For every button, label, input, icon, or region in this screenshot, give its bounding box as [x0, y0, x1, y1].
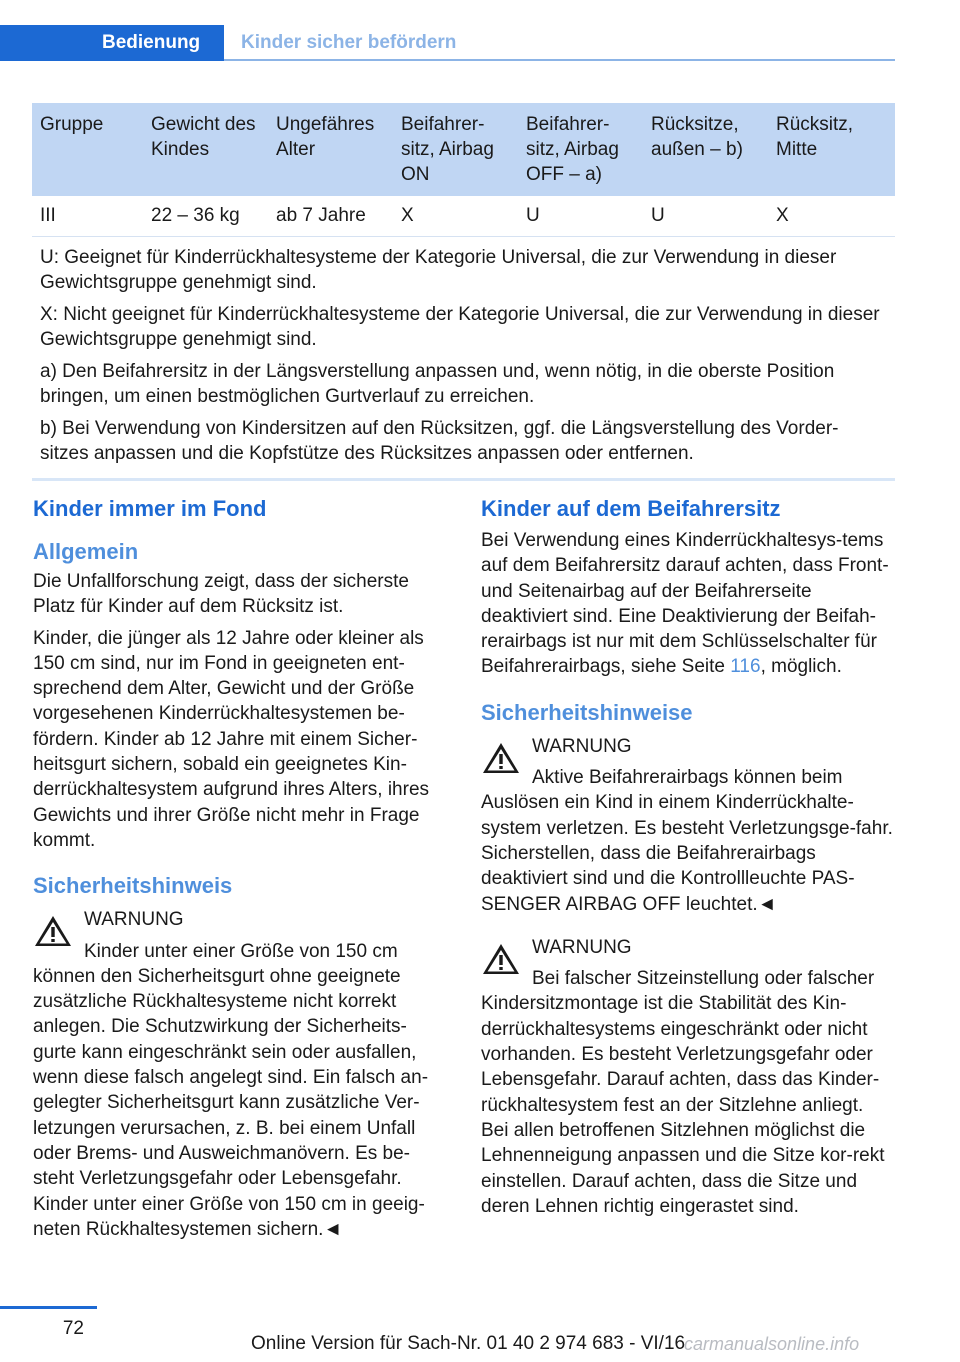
- heading-kinder-im-fond: Kinder immer im Fond: [33, 496, 267, 521]
- column-header-passenger-airbag-on: Beifahrer-sitz, Airbag ON: [393, 103, 518, 196]
- table-notes-row: [32, 236, 895, 479]
- table-header-row: [32, 103, 895, 196]
- note-b: b) Bei Verwendung von Kindersitzen auf den Rücksitzen, ggf. die Längsverstellung des Vorder-sitzes anpassen und die Kopfstütze des Rücksitzes anpassen oder entfernen.: [40, 417, 839, 464]
- column-header-group: Gruppe: [32, 103, 143, 196]
- warning-text: Kinder unter einer Größe von 150 cm können den Sicherheitsgurt ohne geeignete zusätzliche Rückhaltesysteme nicht korrekt anlegen. Die Schutzwirkung der Sicherheits-gurte kann eingeschränkt sein oder ausfallen, wenn diese falsch angelegt sind. Ein falsch an-gelegter Sicherheitsgurt kann zusätzliche Ver-letzungen verursachen, z. B. bei einem Unfall oder Brems- und Ausweichmanövern. Es be-steht Verletzungsgefahr oder Lebensgefahr. Kinder unter einer Größe von 150 cm in geeig-neten Rückhaltesystemen sichern.◄: [33, 940, 429, 1240]
- table-cell: X: [393, 196, 518, 236]
- warning-title: WARNUNG: [532, 735, 632, 757]
- warning-text: Aktive Beifahrerairbags können beim Auslösen ein Kind in einem Kinderrückhalte-system verletzen. Es besteht Verletzungsge-fahr. Sicherstellen, dass die Beifahrerairbags deaktiviert sind und die Kontrollleuchte PAS-SENGER AIRBAG OFF leuchtet.◄: [481, 767, 893, 915]
- warning-triangle-icon: [481, 941, 521, 977]
- table-cell: III: [32, 196, 143, 236]
- warning-block: [33, 907, 447, 1242]
- header-bar: [0, 25, 895, 61]
- right-column: [481, 494, 895, 1237]
- watermark: carmanualsonline.info: [684, 1334, 860, 1354]
- table-cell: U: [643, 196, 768, 236]
- chapter-tab[interactable]: Bedienung: [0, 25, 224, 61]
- footer-rule: [0, 1306, 97, 1309]
- paragraph-text-end: , möglich.: [760, 656, 842, 678]
- table-row: [32, 196, 895, 236]
- left-column: [33, 494, 447, 1260]
- warning-block-airbag: [481, 734, 895, 917]
- child-seat-group-table: [32, 103, 895, 481]
- warning-text: Bei falscher Sitzeinstellung oder falscher Kindersitzmontage ist die Stabilität des Kin-derrückhaltesystems eingeschränkt oder nicht vorhanden. Es besteht Verletzungsgefahr oder Lebensgefahr. Darauf achten, dass das Kinder-rückhaltesystem fest an der Sitzlehne anliegt. Bei allen betroffenen Sitzlehnen möglichst die Lehnenneigung anpassen und die Sitze kor-rekt einstellen. Darauf achten, dass die Sitze und deren Lehnen richtig eingerastet sind.: [481, 968, 885, 1217]
- paragraph-text: Bei Verwendung eines Kinderrückhaltesys-tems auf dem Beifahrersitz darauf achten, dass Front- und Seitenairbag auf der Beifahrerseite deaktiviert sind. Eine Deaktivierung der Beifah-rerairbags ist nur mit dem Schlüsselschalter für Beifahrerairbags, siehe Seite: [481, 530, 889, 678]
- paragraph-kinder-fond: Kinder, die jünger als 12 Jahre oder kleiner als 150 cm sind, nur im Fond in geeigneten ent-sprechend dem Alter, Gewicht und der Größe vorgesehenen Kinderrückhaltesystemen be-fördern. Kinder ab 12 Jahre mit einem Sicher-heitsgurt sichern, sobald ein geeignetes Kin-derrückhaltesystem aufgrund ihres Alters, ihres Gewichts und ihrer Größe nicht mehr in Frage kommt.: [33, 627, 430, 851]
- section-title[interactable]: Kinder sicher befördern: [241, 32, 457, 53]
- warning-triangle-icon: [481, 740, 521, 776]
- heading-sicherheitshinweise: Sicherheitshinweise: [481, 699, 693, 725]
- table-cell: X: [768, 196, 895, 236]
- warning-title: WARNUNG: [84, 909, 184, 931]
- page-link-116[interactable]: 116: [730, 656, 761, 678]
- warning-title: WARNUNG: [532, 936, 632, 958]
- column-header-rear-middle: Rücksitz, Mitte: [768, 103, 895, 196]
- note-a: a) Den Beifahrersitz in der Längsverstellung anpassen und, wenn nötig, in die oberste Position bringen, um einen bestmöglichen Gurtverlauf zu erreichen.: [40, 360, 835, 407]
- note-universal: U: Geeignet für Kinderrückhaltesysteme der Kategorie Universal, die zur Verwendung in dieser Gewichtsgruppe genehmigt sind.: [40, 246, 837, 293]
- page-number: 72: [62, 1318, 84, 1339]
- column-header-rear-outer: Rücksitze, außen – b): [643, 103, 768, 196]
- heading-sicherheitshinweis: Sicherheitshinweis: [33, 873, 233, 899]
- warning-triangle-icon: [33, 913, 73, 949]
- column-header-passenger-airbag-off: Beifahrer-sitz, Airbag OFF – a): [518, 103, 643, 196]
- note-not-suitable: X: Nicht geeignet für Kinderrückhaltesysteme der Kategorie Universal, die zur Verwendung in dieser Gewichtsgruppe genehmigt sind.: [40, 303, 880, 350]
- column-header-weight: Gewicht des Kindes: [143, 103, 268, 196]
- table-notes: [32, 236, 895, 479]
- column-header-age: Ungefähres Alter: [268, 103, 393, 196]
- online-version-note: Online Version für Sach-Nr. 01 40 2 974 683 - VI/16: [251, 1333, 686, 1354]
- paragraph-beifahrersitz: [481, 528, 895, 680]
- paragraph-unfallforschung: Die Unfallforschung zeigt, dass der sicherste Platz für Kinder auf dem Rücksitz ist.: [33, 571, 409, 618]
- table-cell: 22 – 36 kg: [143, 196, 268, 236]
- table-cell: U: [518, 196, 643, 236]
- table-cell: ab 7 Jahre: [268, 196, 393, 236]
- warning-block-seat: [481, 935, 895, 1219]
- heading-kinder-beifahrersitz: Kinder auf dem Beifahrersitz: [481, 496, 781, 521]
- heading-allgemein: Allgemein: [33, 539, 139, 564]
